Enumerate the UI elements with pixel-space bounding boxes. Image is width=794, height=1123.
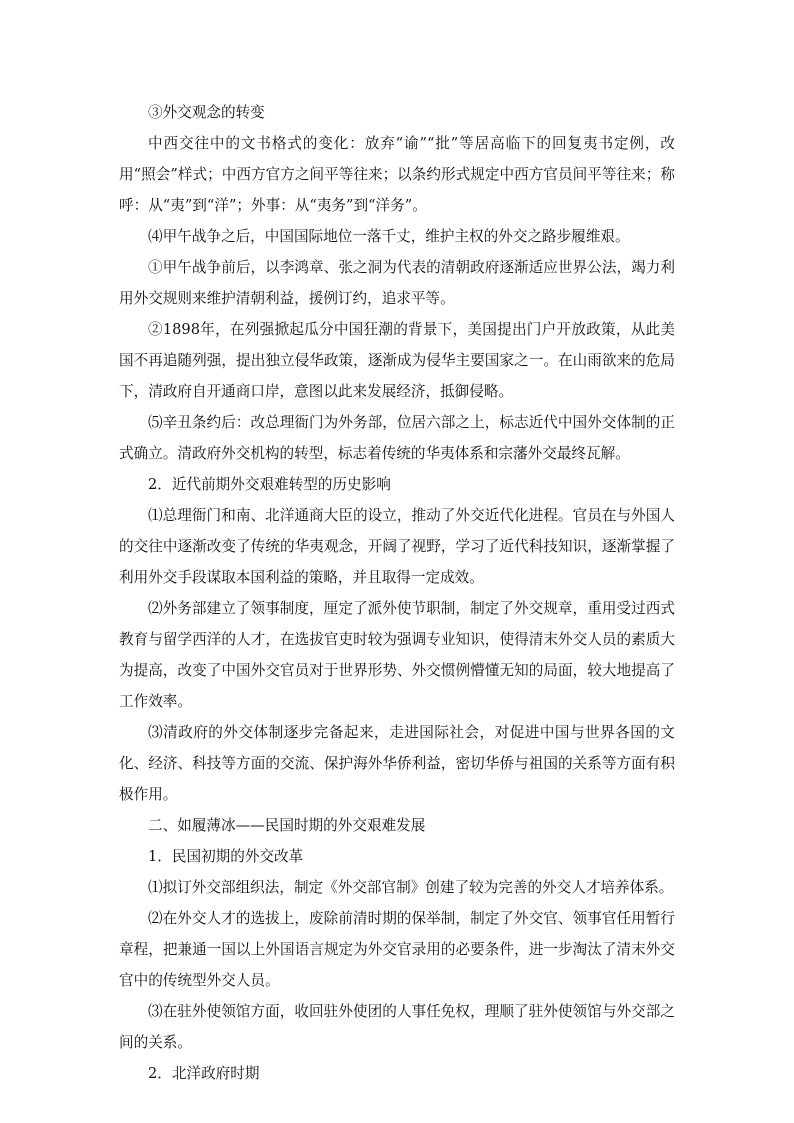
subsection-heading-diplomatic-concept: ③外交观念的转变: [148, 104, 265, 121]
paragraph-zongli-yamen-impact: ⑴总理衙门和南、北洋通商大臣的设立，推动了外交近代化进程。官员在与外国人的交往中逐渐改变了传统的华夷观念，开阔了视野，学习了近代科技知识，逐渐掌握了利用外交手段谋取本国利益的策略，并且取得一定成效。: [119, 507, 675, 586]
paragraph-diplomat-selection: ⑵在外交人才的选拔上，废除前清时期的保举制，制定了外交官、领事官任用暂行章程，把兼通一国以上外国语言规定为外交官录用的必要条件，进一步淘汰了清末外交官中的传统型外交人员。: [119, 910, 675, 989]
paragraph-boxer-protocol: ⑸辛丑条约后：改总理衙门为外务部，位居六部之上，标志近代中国外交体制的正式确立。清政府外交机构的转型，标志着传统的华夷体系和宗藩外交最终瓦解。: [119, 414, 675, 462]
paragraph-li-hongzhang-zhang-zhidong: ①甲午战争前后，以李鸿章、张之洞为代表的清朝政府逐渐适应世界公法，竭力利用外交规则来维护清朝利益，援例订约，追求平等。: [119, 259, 675, 307]
paragraph-diplomatic-system-complete: ⑶清政府的外交体制逐步完备起来，走进国际社会，对促进中国与世界各国的文化、经济、科技等方面的交流、保护海外华侨利益，密切华侨与祖国的关系等方面有积极作用。: [119, 724, 675, 803]
document-body: [119, 97, 675, 1089]
section-heading-early-republic-reform: 1．民国初期的外交改革: [148, 848, 304, 865]
paragraph-after-sino-japanese-war: ⑷甲午战争之后，中国国际地位一落千丈，维护主权的外交之路步履维艰。: [148, 228, 630, 245]
paragraph-embassy-personnel: ⑶在驻外使领馆方面，收回驻外使团的人事任免权，理顺了驻外使领馆与外交部之间的关系。: [119, 1003, 675, 1051]
section-heading-beiyang-government: 2．北洋政府时期: [148, 1065, 260, 1082]
paragraph-foreign-ministry-organization: ⑴拟订外交部组织法，制定《外交部官制》创建了较为完善的外交人才培养体系。: [148, 879, 674, 896]
paragraph-foreign-ministry-consular: ⑵外务部建立了领事制度，厘定了派外使节职制，制定了外交规章，重用受过西式教育与留学西洋的人才，在选拔官吏时较为强调专业知识，使得清末外交人员的素质大为提高，改变了中国外交官员对于世界形势、外交惯例懵懂无知的局面，较大地提高了工作效率。: [119, 600, 675, 710]
paragraph-document-format-change: 中西交往中的文书格式的变化：放弃“谕”“批”等居高临下的回复夷书定例，改用“照会”样式；中西方官方之间平等往来；以条约形式规定中西方官员间平等往来；称呼：从“夷”到“洋”；外事：从“夷务”到“洋务”。: [119, 135, 675, 214]
chapter-heading-republic-diplomacy: 二、如履薄冰——民国时期的外交艰难发展: [148, 817, 426, 834]
section-heading-historical-impact: 2．近代前期外交艰难转型的历史影响: [148, 476, 391, 493]
paragraph-open-door-policy: ②1898年，在列强掀起瓜分中国狂潮的背景下，美国提出门户开放政策，从此美国不再追随列强，提出独立侵华政策，逐渐成为侵华主要国家之一。在山雨欲来的危局下，清政府自开通商口岸，意图以此来发展经济，抵御侵略。: [119, 321, 675, 400]
